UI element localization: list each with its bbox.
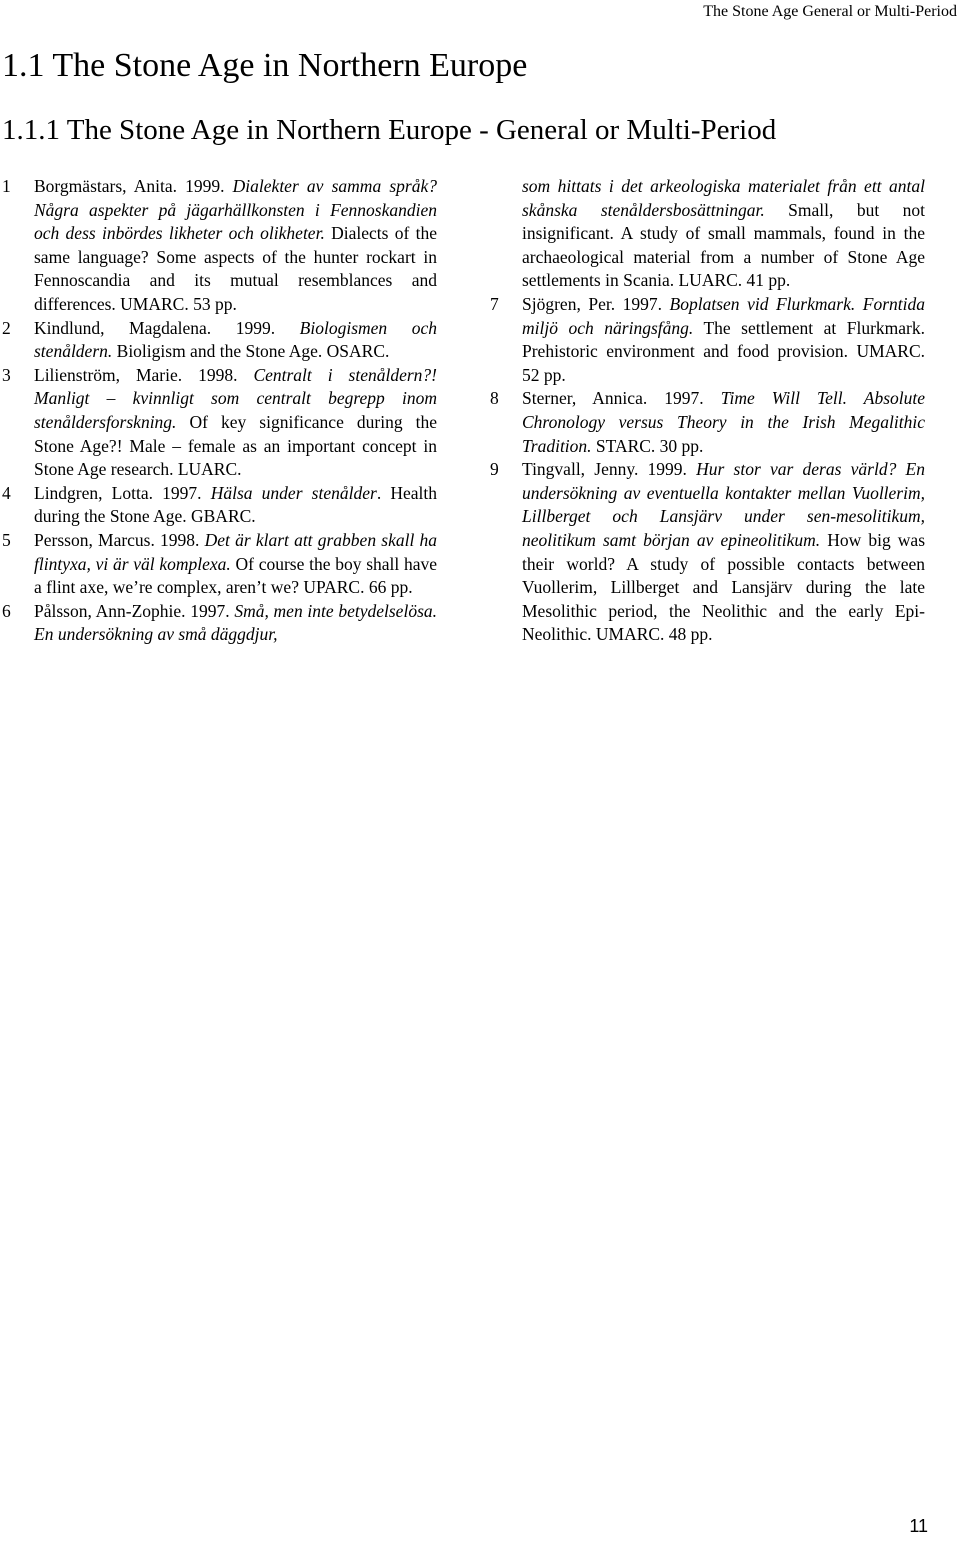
entry-text: [34, 176, 437, 314]
entry-number: 7: [490, 293, 499, 314]
entry-title-italic: Små, men inte betydelselösa. En undersökning av små däggdjur,: [34, 600, 437, 645]
entry-title-italic: Boplatsen vid Flurkmark. Forntida miljö och näringsfång.: [522, 293, 925, 338]
entry-text-run: Bioligism and the Stone Age. OSARC.: [112, 341, 390, 362]
entry-title-italic: Hur stor var deras värld? En undersökning av eventuella kontakter mellan Vuollerim, Lillberget och Lansjärv under sen-mesolitikum, neolitikum samt början av epineolitikum.: [522, 459, 925, 550]
entry-text-run: How big was their world? A study of possible contacts between Vuollerim, Lillberget and Lansjärv during the late Mesolithic period, the Neolithic and the early Epi-Neolithic. UMARC. 48 pp.: [522, 529, 926, 645]
entry-text-run: Persson, Marcus. 1998.: [34, 529, 205, 550]
bibliography-entry: [2, 317, 437, 364]
entry-number: 8: [490, 388, 499, 409]
bibliography-entry: [2, 175, 437, 317]
entry-text: [34, 365, 437, 479]
entry-text-run: Kindlund, Magdalena. 1999.: [34, 317, 300, 338]
entry-text: [34, 318, 437, 362]
entry-number: 1: [2, 176, 11, 196]
bibliography-entry: [2, 529, 437, 600]
entry-title-italic: Time Will Tell. Absolute Chronology versus Theory in the Irish Megalithic Tradition.: [522, 388, 925, 456]
entry-text-run: Small, but not insignificant. A study of small mammals, found in the archaeological material from a number of Stone Age settlements in Scania. LUARC. 41 pp.: [522, 199, 925, 291]
entry-number: 4: [2, 482, 11, 503]
bibliography-entry: [2, 600, 437, 647]
bibliography-entry: [490, 387, 925, 458]
entry-title-italic: som hittats i det arkeologiska materialet från ett antal skånska stenåldersbosättningar.: [522, 176, 925, 220]
entry-text: [522, 459, 925, 644]
bibliography-entry: [2, 364, 437, 482]
entry-text-run: Lindgren, Lotta. 1997.: [34, 482, 211, 503]
entry-text-run: STARC. 30 pp.: [591, 435, 704, 456]
left-column: [2, 175, 437, 647]
entry-text: [522, 388, 925, 455]
entry-text-run: Sterner, Annica. 1997.: [522, 388, 721, 409]
running-header: The Stone Age General or Multi-Period: [703, 3, 957, 20]
entry-text: [522, 294, 925, 385]
bibliography-entry: [490, 293, 925, 387]
bibliography-entry: [490, 175, 925, 293]
entry-text: [34, 601, 437, 645]
entry-text-run: Dialects of the same language? Some aspects of the hunter rockart in Fennoscandia and its mutual resemblances and differences. UMARC. 53 pp.: [34, 223, 438, 314]
entry-title-italic: Centralt i stenåldern?! Manligt – kvinnligt som centralt begrepp inom stenåldersforskning.: [34, 364, 437, 432]
page-number: 11: [909, 1516, 928, 1536]
entry-number: 9: [490, 459, 499, 480]
entry-text: [34, 530, 437, 597]
entry-title-italic: Hälsa under stenålder: [210, 482, 377, 503]
entry-number: 5: [2, 529, 11, 550]
entry-text: [522, 176, 925, 290]
entry-text-run: Tingvall, Jenny. 1999.: [522, 459, 697, 480]
entry-text-run: Sjögren, Per. 1997.: [522, 293, 670, 314]
entry-text-run: Lilienström, Marie. 1998.: [34, 364, 254, 385]
bibliography-entry: [2, 482, 437, 529]
entry-text-run: Of course the boy shall have a flint axe, we’re complex, aren’t we? UPARC. 66 pp.: [34, 553, 438, 598]
subsection-heading: 1.1.1 The Stone Age in Northern Europe - General or Multi-Period: [2, 114, 777, 146]
entry-text-run: The settlement at Flurkmark. Prehistoric environment and food provision. UMARC. 52 pp.: [522, 317, 925, 385]
right-column: [490, 175, 925, 647]
entry-number: 3: [2, 364, 11, 385]
entry-title-italic: Biologismen och stenåldern.: [34, 317, 437, 362]
entry-text-run: Pålsson, Ann-Zophie. 1997.: [34, 600, 235, 621]
entry-number: 6: [2, 600, 11, 621]
entry-text-run: . Health during the Stone Age. GBARC.: [34, 482, 437, 527]
entry-title-italic: Dialekter av samma språk? Några aspekter på jägarhällkonsten i Fennoskandien och dess inbördes likheter och olikheter.: [34, 176, 437, 244]
entry-text-run: Of key significance during the Stone Age?! Male – female as an important concept in Stone Age research. LUARC.: [34, 411, 437, 480]
entry-text: [34, 483, 437, 527]
entry-text-run: Borgmästars, Anita. 1999.: [34, 176, 233, 196]
section-heading: 1.1 The Stone Age in Northern Europe: [2, 47, 528, 84]
entry-title-italic: Det är klart att grabben skall ha flintyxa, vi är väl komplexa.: [34, 529, 437, 574]
entry-number: 2: [2, 317, 11, 338]
bibliography-entry: [490, 458, 925, 647]
